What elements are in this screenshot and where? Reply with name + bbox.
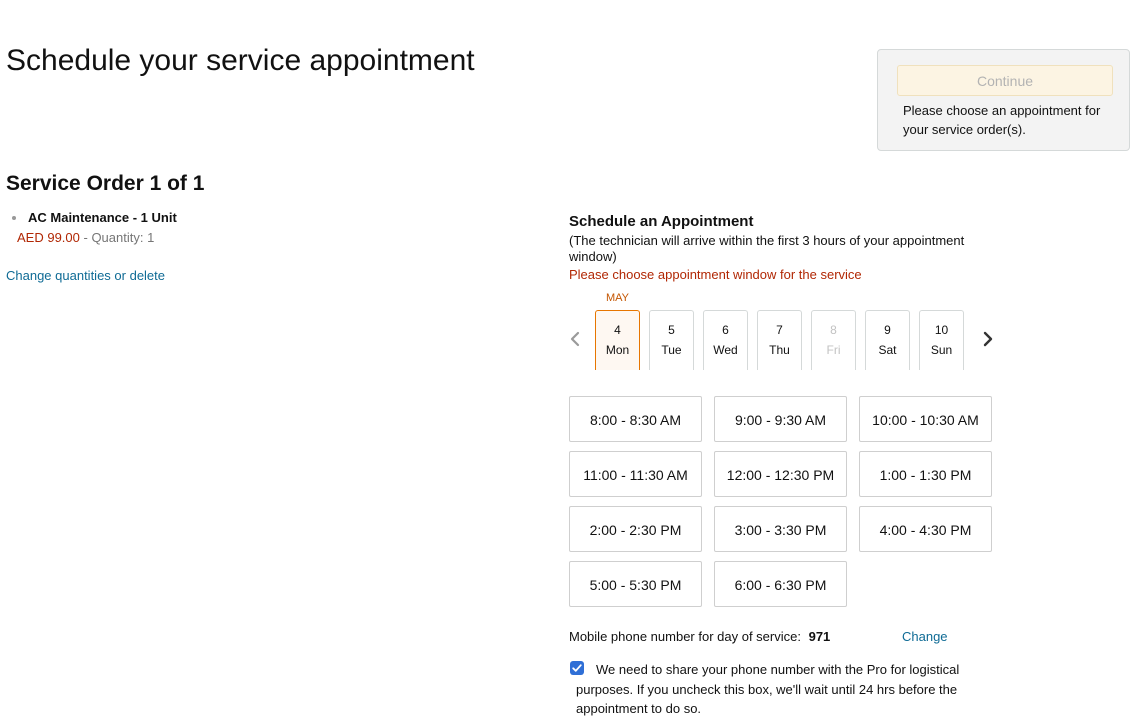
day-name: Fri [826,343,841,357]
time-slot-button[interactable]: 5:00 - 5:30 PM [569,561,702,607]
day-number: 9 [884,323,891,337]
prev-week-button[interactable] [567,330,583,348]
time-slot-button[interactable]: 11:00 - 11:30 AM [569,451,702,497]
bullet-icon [12,216,16,220]
time-slot-button[interactable]: 10:00 - 10:30 AM [859,396,992,442]
day-number: 4 [614,323,621,337]
day-name: Tue [661,343,682,357]
continue-button[interactable]: Continue [897,65,1113,96]
time-slot-button[interactable]: 1:00 - 1:30 PM [859,451,992,497]
month-label: MAY [605,292,630,304]
day-option[interactable] [757,310,802,370]
consent-text: We need to share your phone number with the Pro for logistical purposes. If you uncheck this box, we'll wait until 24 hrs before the appointment to do so. [576,662,960,716]
chevron-right-icon [983,331,993,347]
day-number: 7 [776,323,783,337]
page-title: Schedule your service appointment [6,44,475,77]
next-week-button[interactable] [980,330,996,348]
day-option[interactable] [919,310,964,370]
service-order-title: Service Order 1 of 1 [6,172,205,195]
item-name: AC Maintenance - 1 Unit [28,210,177,225]
change-quantities-link[interactable]: Change quantities or delete [6,268,166,283]
day-name: Wed [713,343,738,357]
day-option[interactable] [703,310,748,370]
day-option[interactable] [865,310,910,370]
time-slot-button[interactable]: 12:00 - 12:30 PM [714,451,847,497]
day-option [811,310,856,370]
item-price-row [17,230,154,245]
schedule-note: (The technician will arrive within the first 3 hours of your appointment window) [569,233,965,264]
continue-panel [877,49,1130,151]
day-name: Sat [878,343,897,357]
time-slot-button[interactable]: 8:00 - 8:30 AM [569,396,702,442]
item-separator: - [79,230,92,245]
day-number: 8 [830,323,837,337]
change-phone-link[interactable]: Change [902,629,948,644]
item-quantity: Quantity: 1 [91,230,155,245]
phone-row [569,629,837,644]
day-name: Mon [605,343,630,357]
share-phone-checkbox[interactable] [570,661,584,675]
checkmark-icon [570,661,584,675]
item-price: AED 99.00 [17,230,80,245]
continue-hint: Please choose an appointment for your service order(s). [903,103,1101,137]
schedule-title: Schedule an Appointment [569,213,754,230]
day-option[interactable] [649,310,694,370]
day-number: 6 [722,323,729,337]
time-slot-button[interactable]: 9:00 - 9:30 AM [714,396,847,442]
time-slot-button[interactable]: 4:00 - 4:30 PM [859,506,992,552]
chevron-left-icon [570,331,580,347]
time-slot-button[interactable]: 2:00 - 2:30 PM [569,506,702,552]
schedule-warning: Please choose appointment window for the service [569,267,862,282]
day-option[interactable] [595,310,640,370]
day-number: 10 [934,323,949,337]
day-number: 5 [668,323,675,337]
phone-label: Mobile phone number for day of service: [569,629,801,644]
time-slot-button[interactable]: 3:00 - 3:30 PM [714,506,847,552]
phone-value: 971 [808,629,831,644]
day-name: Thu [769,343,790,357]
day-name: Sun [930,343,953,357]
time-slot-button[interactable]: 6:00 - 6:30 PM [714,561,847,607]
